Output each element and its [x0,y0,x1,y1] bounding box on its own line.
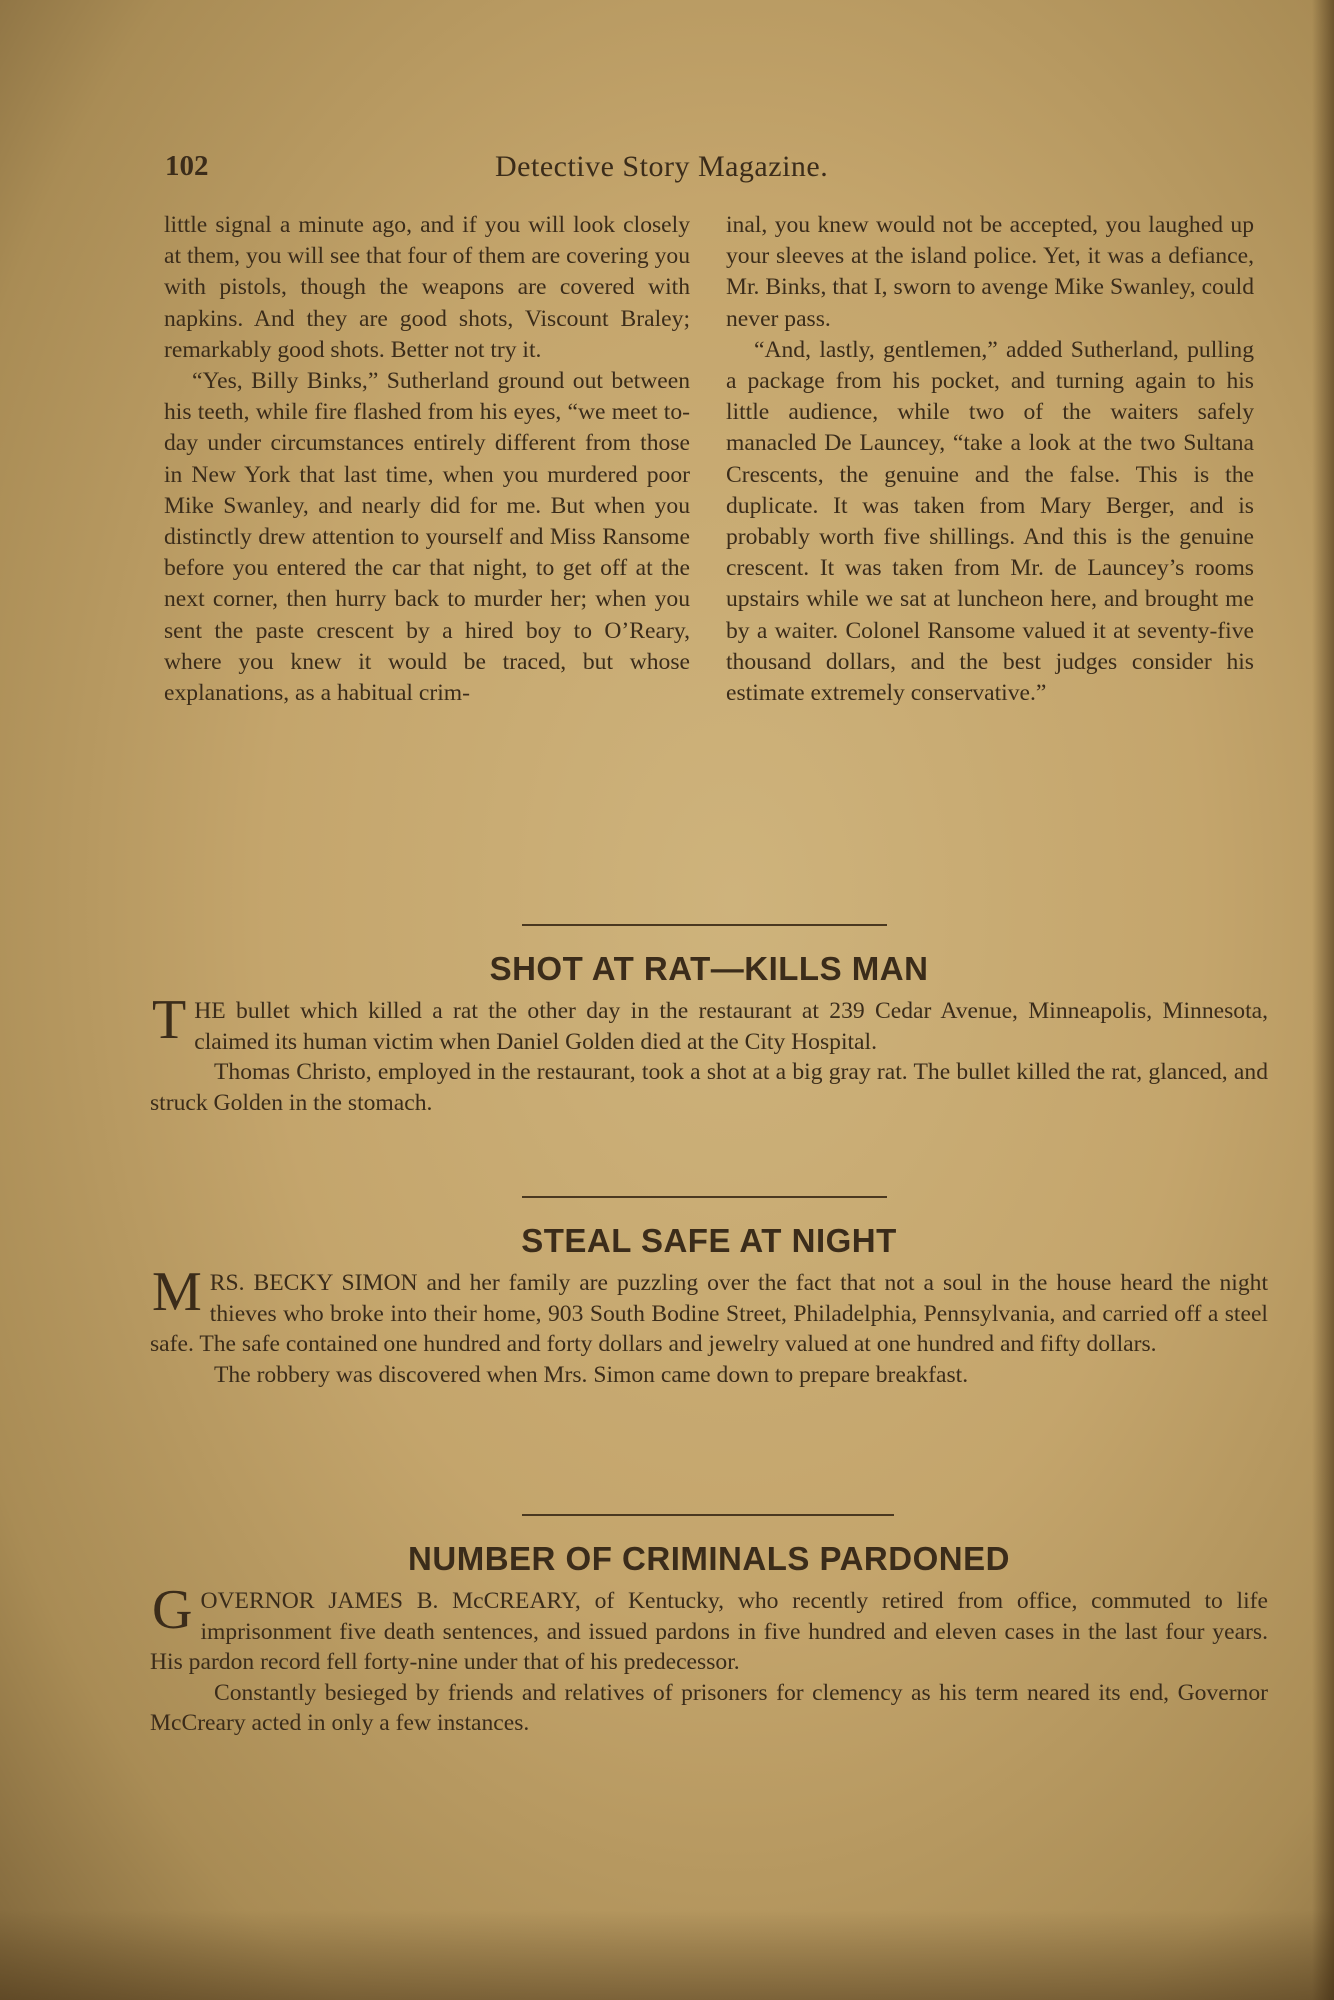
drop-cap: G [152,1579,193,1641]
article-headline: SHOT AT RAT—KILLS MAN [489,950,929,987]
drop-cap: M [152,1261,202,1323]
lead-text: OVERNOR JAMES B. McCREARY, of Kentucky, who recently retired from office, commuted to life imprisonment five death sentences, and issued pardons in five hundred and eleven cases in the last four years. His pardon record fell forty-nine under that of his predecessor. [150,1588,1268,1675]
article-lead-paragraph [150,989,1268,1057]
story-paragraph: “Yes, Billy Binks,” Sutherland ground out between his teeth, while fire flashed from his eyes, “we meet to-day under circumstances entirely different from those in New York that last time, when you murdered poor Mike Swanley, and nearly did for me. But when you distinctly drew attention to yourself and Miss Ransome before you entered the car that night, to get off at the next corner, then hurry back to murder her; when you sent the paste crescent by a hired boy to O’Reary, where you knew it would be traced, but whose explanations, as a habitual crim- [164,368,690,707]
section-divider [522,1196,887,1198]
story-column-right [726,210,1254,709]
section-divider [522,924,887,926]
page-edge-shadow [1312,0,1334,2000]
article-steal-safe [150,1222,1268,1390]
article-paragraph: Thomas Christo, employed in the restaurant, took a shot at a big gray rat. The bullet killed the rat, glanced, and struck Golden in the stomach. [150,1059,1268,1116]
article-shot-at-rat [150,950,1268,1118]
page-number: 102 [165,150,209,182]
article-headline: NUMBER OF CRIMINALS PARDONED [408,1540,1010,1577]
story-paragraph: inal, you knew would not be accepted, you laughed up your sleeves at the island police. Yet, it was a defiance, Mr. Binks, that I, sworn to avenge Mike Swanley, could never pass. [726,212,1254,332]
article-criminals-pardoned [150,1540,1268,1739]
article-lead-paragraph [150,1261,1268,1360]
story-paragraph: little signal a minute ago, and if you will look closely at them, you will see that four of them are covering you with pistols, though the weapons are covered with napkins. And they are good shots, Viscount Braley; remarkably good shots. Better not try it. [164,212,690,363]
lead-text: RS. BECKY SIMON and her family are puzzling over the fact that not a soul in the house heard the night thieves who broke into their home, 903 South Bodine Street, Philadelphia, Pennsylvania, and carried off a steel safe. The safe contained one hundred and forty dollars and jewelry valued at one hundred and fifty dollars. [150,1270,1268,1357]
running-head: Detective Story Magazine. [495,150,829,183]
page-header [165,150,1265,194]
story-paragraph: “And, lastly, gentlemen,” added Sutherland, pulling a package from his pocket, and turning again to his little audience, while two of the waiters safely manacled De Launcey, “take a look at the two Sultana Crescents, the genuine and the false. This is the duplicate. It was taken from Mary Berger, and is probably worth five shillings. And this is the genuine crescent. It was taken from Mr. de Launcey’s rooms upstairs while we sat at luncheon here, and brought me by a waiter. Colonel Ransome valued it at seventy-five thousand dollars, and the best judges consider his estimate extremely conservative.” [726,336,1254,707]
article-paragraph: Constantly besieged by friends and relatives of prisoners for clemency as his term neared its end, Governor McCreary acted in only a few instances. [150,1679,1268,1736]
article-headline: STEAL SAFE AT NIGHT [521,1222,897,1259]
article-lead-paragraph [150,1579,1268,1678]
section-divider [522,1514,894,1516]
story-column-left [164,210,690,709]
article-paragraph: The robbery was discovered when Mrs. Simon came down to prepare breakfast. [214,1361,969,1388]
drop-cap: T [152,989,187,1051]
lead-text: HE bullet which killed a rat the other day in the restaurant at 239 Cedar Avenue, Minneapolis, Minnesota, claimed its human victim when Daniel Golden died at the City Hospital. [194,998,1268,1055]
page-bottom-shadow [0,1910,1334,2000]
